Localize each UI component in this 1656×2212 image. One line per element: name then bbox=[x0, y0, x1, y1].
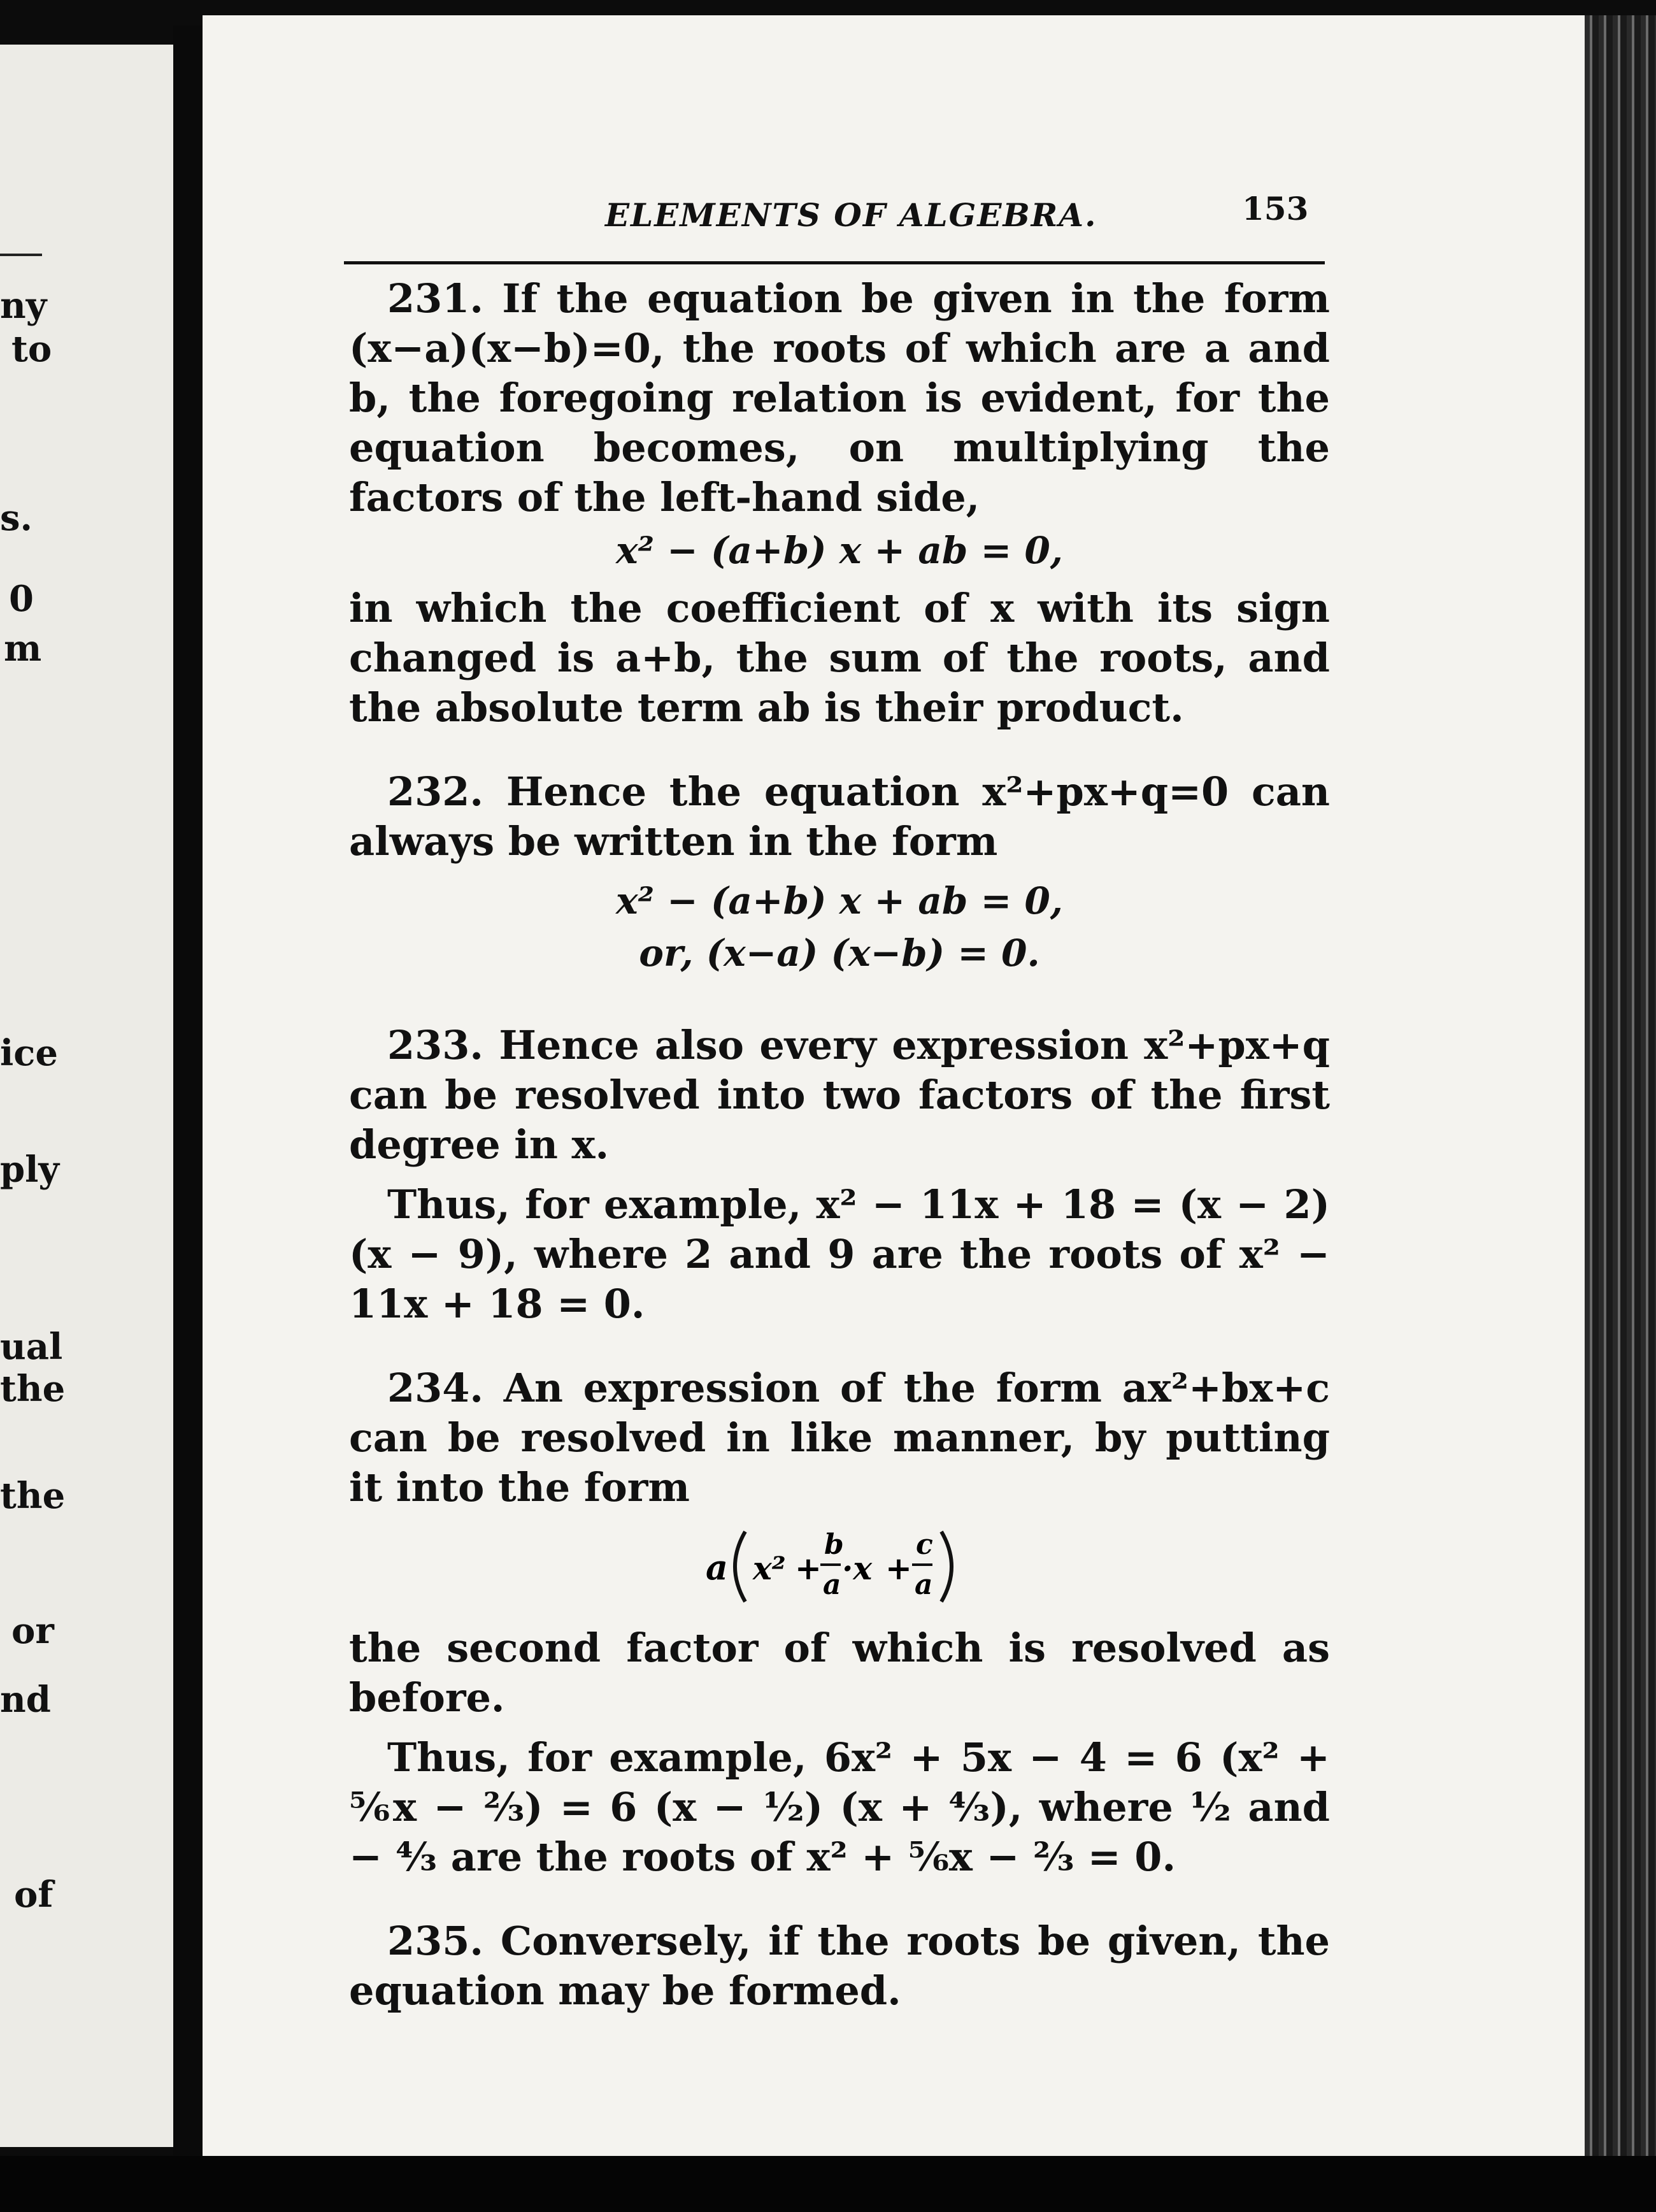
paragraph-234-continued: the second factor of which is resolved as before. bbox=[349, 1625, 1330, 1721]
equation-232a: x² − (a+b) x + ab = 0, bbox=[615, 879, 1063, 923]
fraction-mid: ·x bbox=[842, 1549, 873, 1587]
header-rule bbox=[344, 261, 1325, 264]
running-title: ELEMENTS OF ALGEBRA. bbox=[605, 196, 1097, 234]
left-fragment: the bbox=[0, 1368, 66, 1410]
fraction-plus-1: + bbox=[795, 1549, 822, 1587]
left-fragment: ny bbox=[0, 285, 47, 327]
equation-231: x² − (a+b) x + ab = 0, bbox=[615, 529, 1063, 572]
left-fragment: to bbox=[11, 328, 52, 370]
left-fragment: the bbox=[0, 1475, 66, 1517]
left-fragment: ply bbox=[0, 1149, 59, 1191]
book-gutter bbox=[173, 25, 203, 2166]
running-header bbox=[344, 185, 1325, 242]
paragraph-234-example: Thus, for example, 6x² + 5x − 4 = 6 (x² + ⅚x − ⅔) = 6 (x − ½) (x + ⁴⁄₃), where ½ and − ⁴⁄₃ are the roots of x² + ⅚x − ⅔ = 0. bbox=[349, 1734, 1330, 1880]
paragraph-235: 235. Conversely, if the roots be given, the equation may be formed. bbox=[349, 1918, 1330, 2014]
bottom-border bbox=[0, 2156, 1656, 2212]
left-fragment: ual bbox=[0, 1326, 63, 1368]
fraction-plus-2: + bbox=[885, 1549, 912, 1587]
equation-232b: or, (x−a) (x−b) = 0. bbox=[639, 931, 1040, 975]
page-body bbox=[349, 274, 1330, 2016]
page-edge bbox=[1585, 15, 1656, 2169]
paragraph-233-example: Thus, for example, x² − 11x + 18 = (x − 2) (x − 9), where 2 and 9 are the roots of x² − 11x + 18 = 0. bbox=[349, 1181, 1330, 1327]
fraction-lead: a bbox=[706, 1547, 728, 1588]
left-paren bbox=[735, 1532, 745, 1602]
left-fragment: of bbox=[14, 1874, 54, 1916]
fraction-den-1: a bbox=[823, 1569, 841, 1601]
left-fragment: 0 bbox=[9, 578, 34, 620]
left-fragment: m bbox=[4, 628, 42, 670]
fraction-x-term: x² bbox=[753, 1549, 786, 1587]
fraction-num-1: b bbox=[824, 1528, 844, 1561]
fraction-den-2: a bbox=[915, 1569, 933, 1601]
paragraph-232: 232. Hence the equation x²+px+q=0 can always be written in the form bbox=[349, 768, 1330, 865]
left-fragment: or bbox=[11, 1610, 54, 1652]
fraction-equation bbox=[349, 1519, 1330, 1614]
left-page-rule bbox=[0, 254, 42, 256]
paragraph-234: 234. An expression of the form ax²+bx+c can be resolved in like manner, by putting it into the form bbox=[349, 1365, 1330, 1511]
left-fragment: s. bbox=[0, 497, 33, 539]
page-number: 153 bbox=[1242, 190, 1309, 227]
left-fragment: nd bbox=[0, 1679, 51, 1721]
left-fragment: ice bbox=[0, 1032, 58, 1074]
right-paren bbox=[941, 1532, 952, 1602]
paragraph-231-continued: in which the coefficient of x with its sign changed is a+b, the sum of the roots, and the absolute term ab is their product. bbox=[349, 585, 1330, 731]
fraction-equation-graphic bbox=[706, 1519, 986, 1614]
paragraph-231: 231. If the equation be given in the form (x−a)(x−b)=0, the roots of which are a and b, the foregoing relation is evident, for the equation becomes, on multiplying the factors of the left-hand side, bbox=[349, 275, 1330, 521]
paragraph-233: 233. Hence also every expression x²+px+q can be resolved into two factors of the first degree in x. bbox=[349, 1022, 1330, 1168]
fraction-num-2: c bbox=[916, 1528, 933, 1561]
